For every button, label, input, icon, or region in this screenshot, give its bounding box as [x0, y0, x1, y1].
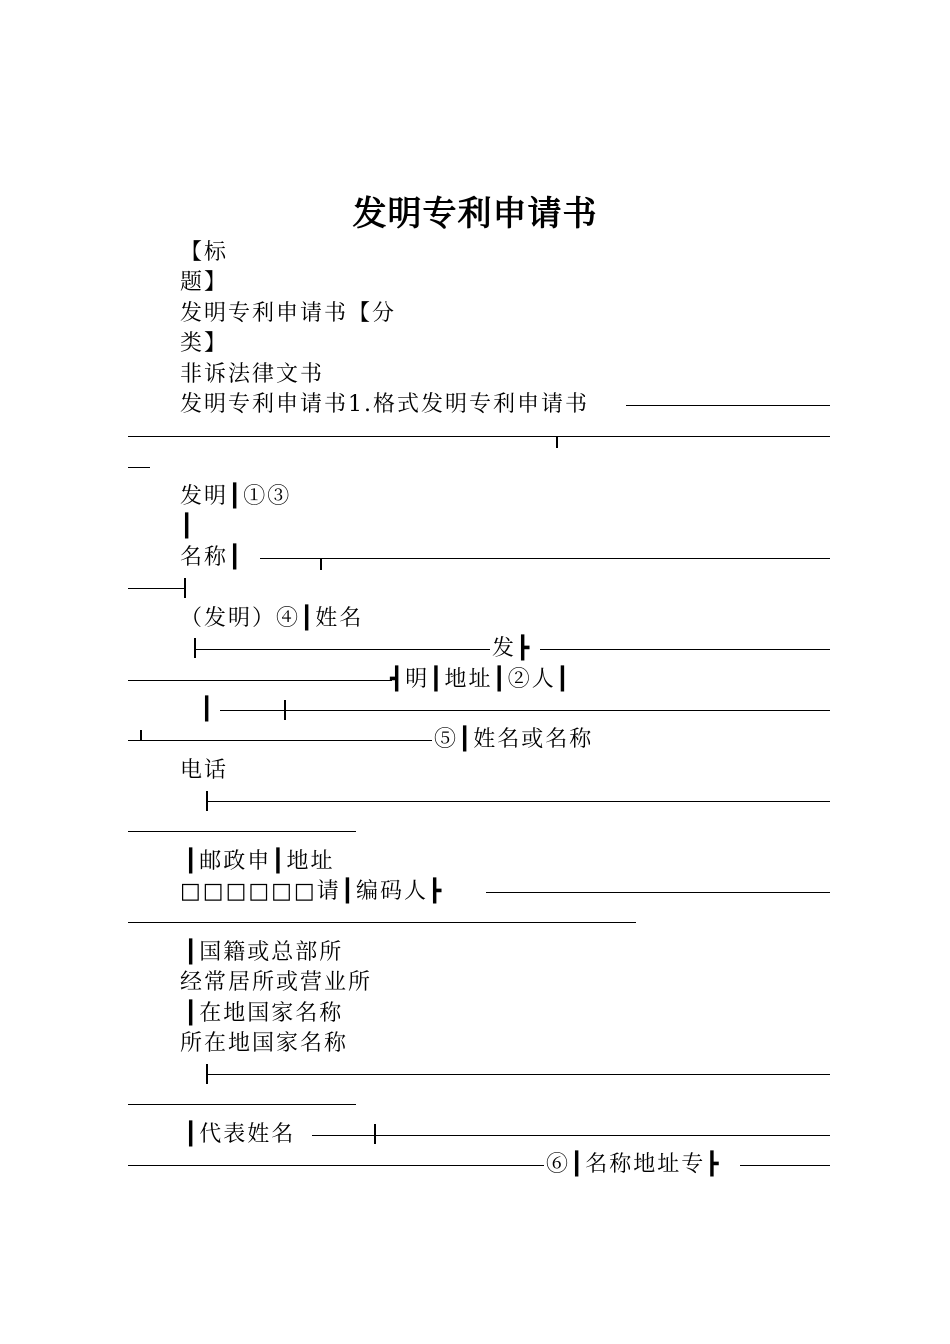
document-title: 发明专利申请书	[352, 194, 598, 234]
text-line: ┫明┃地址┃②人┃	[390, 667, 571, 692]
text-line: 发┣	[492, 636, 532, 661]
rule-cross	[374, 1124, 376, 1144]
text-line: 类】	[180, 331, 229, 356]
rule-dash	[128, 740, 432, 741]
text-line: □□□□□□请┃编码人┣	[180, 879, 444, 904]
rule-dash	[312, 1135, 830, 1136]
rule-dash	[486, 892, 830, 893]
rule-end	[184, 578, 186, 598]
text-line: ┃国籍或总部所	[184, 940, 344, 965]
rule-cross	[284, 700, 286, 720]
text-line: 发明专利申请书1.格式发明专利申请书	[180, 392, 589, 417]
rule-dash	[128, 831, 356, 832]
rule-dash	[626, 405, 830, 406]
text-line: 经常居所或营业所	[180, 970, 373, 995]
text-line: ┃邮政申┃地址	[184, 849, 335, 874]
rule-bottom-tee	[140, 730, 142, 740]
rule-dash	[128, 680, 392, 681]
rule-dash	[128, 588, 184, 589]
rule-dash	[128, 436, 830, 437]
rule-dash	[128, 1104, 356, 1105]
rule-dash	[260, 558, 830, 559]
text-line: ⑥┃名称地址专┣	[546, 1152, 721, 1177]
text-line: 发明┃①③	[180, 484, 292, 509]
text-line: ┃	[200, 697, 216, 722]
rule-dash	[220, 710, 830, 711]
rule-dash	[540, 649, 830, 650]
text-line: 发明专利申请书【分	[180, 301, 397, 326]
text-line: 题】	[180, 270, 229, 295]
rule-dash	[206, 801, 830, 802]
text-line: 电话	[180, 758, 229, 783]
rule-dash	[194, 649, 490, 650]
rule-dash	[206, 1074, 830, 1075]
rule-dash	[128, 922, 636, 923]
text-line: ⑤┃姓名或名称	[434, 727, 594, 752]
text-line: （发明）④┃姓名	[180, 606, 364, 631]
text-line: 名称┃	[180, 545, 244, 570]
rule-tee	[556, 436, 558, 448]
text-line: ┃在地国家名称	[184, 1001, 344, 1026]
rule-tee	[320, 558, 322, 570]
text-line: 所在地国家名称	[180, 1031, 349, 1056]
text-line: 【标	[180, 240, 229, 265]
rule-dash	[128, 1165, 544, 1166]
rule-tee	[194, 638, 196, 658]
rule-dash	[740, 1165, 830, 1166]
text-line: ┃	[180, 514, 196, 539]
text-line: ┃代表姓名	[184, 1122, 296, 1147]
text-line: 非诉法律文书	[180, 362, 325, 387]
rule-dash	[128, 467, 150, 468]
